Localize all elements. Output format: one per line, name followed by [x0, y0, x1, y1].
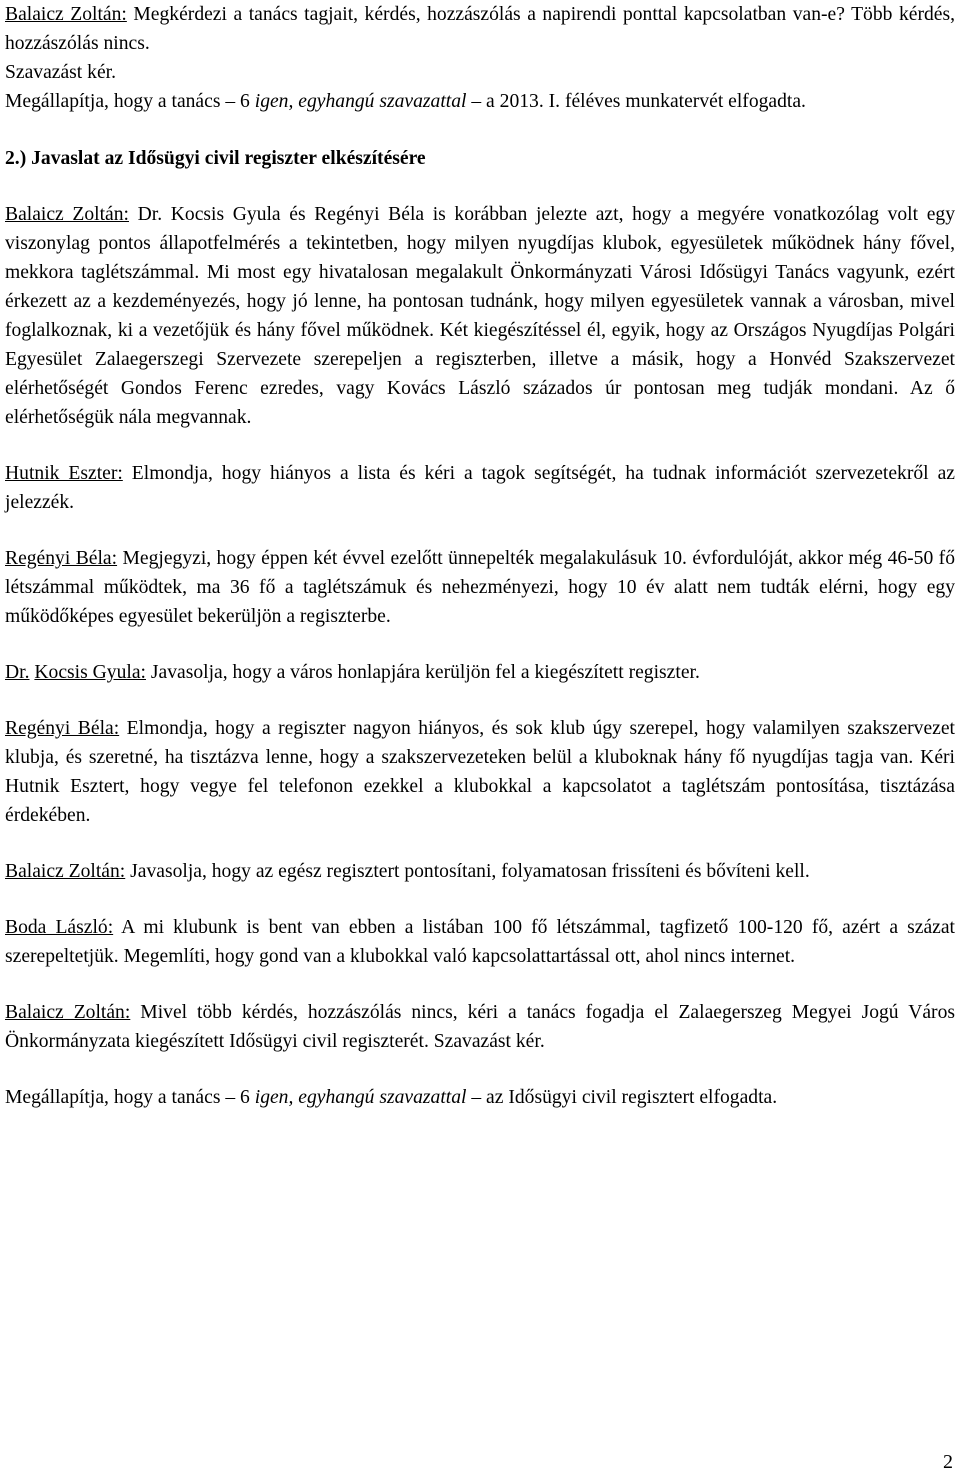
- speaker-name: Balaicz Zoltán:: [5, 861, 126, 882]
- paragraph-hutnik: [5, 459, 955, 517]
- italic-text: igen, egyhangú szavazattal: [254, 91, 467, 112]
- paragraph-text: – a 2013. I. féléves munkatervét elfogadta.: [466, 91, 806, 112]
- paragraph-text: Megkérdezi a tanács tagjait, kérdés, hozzászólás a napirendi ponttal kapcsolatban van-e? Több kérdés, hozzászólás nincs.: [5, 4, 955, 54]
- paragraph-text: Megállapítja, hogy a tanács – 6: [5, 91, 255, 112]
- paragraph-resolution: [5, 1083, 955, 1112]
- page-number: 2: [943, 1451, 953, 1473]
- paragraph-balaicz-2: [5, 857, 955, 886]
- paragraph-text: A mi klubunk is bent van ebben a listában 100 fő létszámmal, tagfizető 100-120 fő, azért a százat szerepeltetjük. Megemlíti, hogy gond van a klubokkal való kapcsolattartással ott, ahol nincs internet.: [5, 917, 955, 967]
- speaker-name: Kocsis Gyula:: [34, 662, 146, 683]
- speaker-name: Regényi Béla:: [5, 718, 120, 739]
- paragraph-text: Elmondja, hogy hiányos a lista és kéri a tagok segítségét, ha tudnak információt szervezetekről az jelezzék.: [5, 463, 955, 513]
- paragraph-regenyi-1: [5, 544, 955, 631]
- speaker-name: Balaicz Zoltán:: [5, 204, 129, 225]
- paragraph-text: – az Idősügyi civil regisztert elfogadta.: [466, 1087, 778, 1108]
- paragraph-text: Elmondja, hogy a regiszter nagyon hiányos, és sok klub úgy szerepel, hogy valamilyen szakszervezet klubja, és szeretné, ha tisztázva lenne, hogy a szakszervezeteken belül a kluboknak hány fő nyugdíjas tagja van. Kéri Hutnik Esztert, hogy vegye fel telefonon ezekkel a klubokkal a kapcsolatot a taglétszám pontosítása, tisztázása érdekében.: [5, 718, 955, 826]
- speaker-name: Balaicz Zoltán:: [5, 1002, 131, 1023]
- paragraph-text: Javasolja, hogy a város honlapjára kerüljön fel a kiegészített regiszter.: [145, 662, 700, 683]
- speaker-name: Boda László:: [5, 917, 114, 938]
- document-page: [5, 0, 955, 1112]
- paragraph-text: Dr. Kocsis Gyula és Regényi Béla is korábban jelezte azt, hogy a megyére vonatkozólag volt egy viszonylag pontos állapotfelmérés a tekintetben, hogy milyen nyugdíjas klubok, egyesületek működnek hány fővel, mekkora taglétszámmal. Mi most egy hivatalosan megalakult Önkormányzati Városi Idősügyi Tanács vagyunk, ezért érkezett az a kezdeményezés, hogy jó lenne, ha pontosan tudnánk, hogy milyen egyesületek vannak a városban, mivel foglalkoznak, ki a vezetőjük és hány fővel működnek. Két kiegészítéssel él, egyik, hogy az Országos Nyugdíjas Polgári Egyesület Zalaegerszegi Szervezete szerepeljen a regiszterben, illetve a másik, hogy a Honvéd Szakszervezet elérhetőségét Gondos Ferenc ezredes, vagy Kovács László százados úr pontosan meg tudják mondani. Az ő elérhetőségük nála megvannak.: [5, 204, 955, 428]
- paragraph-text: Szavazást kér.: [5, 62, 116, 83]
- paragraph-kocsis: [5, 658, 955, 687]
- paragraph-text: Mivel több kérdés, hozzászólás nincs, kéri a tanács fogadja el Zalaegerszeg Megyei Jogú Város Önkormányzata kiegészített Idősügyi civil regiszterét. Szavazást kér.: [5, 1002, 956, 1052]
- speaker-name: Balaicz Zoltán:: [5, 4, 127, 25]
- paragraph-text: Javasolja, hogy az egész regisztert pontosítani, folyamatosan frissíteni és bővíteni kell.: [125, 861, 810, 882]
- italic-text: igen, egyhangú szavazattal: [254, 1087, 467, 1108]
- section-heading: 2.) Javaslat az Idősügyi civil regiszter elkészítésére: [5, 148, 426, 169]
- speaker-name: Regényi Béla:: [5, 548, 118, 569]
- paragraph-regenyi-2: [5, 714, 955, 830]
- speaker-name: Hutnik Eszter:: [5, 463, 123, 484]
- paragraph-balaicz-3: [5, 998, 955, 1056]
- paragraph-boda: [5, 913, 955, 971]
- paragraph-balaicz: [5, 200, 955, 432]
- paragraph-text: Megállapítja, hogy a tanács – 6: [5, 1087, 255, 1108]
- paragraph-vote-request: [5, 0, 955, 116]
- paragraph-text: Megjegyzi, hogy éppen két évvel ezelőtt ünnepelték megalakulásuk 10. évfordulóját, akkor még 46-50 fő létszámmal működtek, ma 36 fő a taglétszámuk és nehezményezi, hogy 10 év alatt nem tudták elérni, hogy egy működőképes egyesület bekerüljön a regiszterbe.: [5, 548, 956, 627]
- speaker-prefix: Dr.: [5, 662, 30, 683]
